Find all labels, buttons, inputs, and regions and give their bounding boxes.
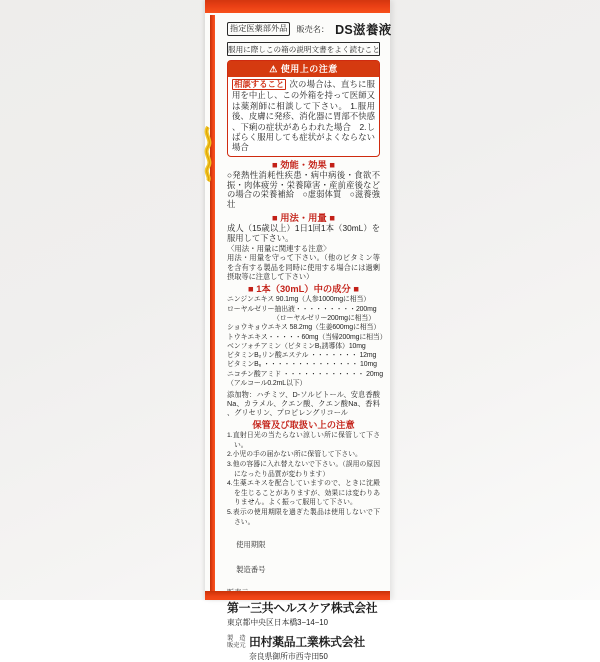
classification-badge: 指定医薬部外品 <box>227 22 290 36</box>
usage-caution-body <box>228 77 379 156</box>
ingredients-title: ■ 1本（30mL）中の成分 ■ <box>248 284 359 295</box>
ingredient-line: （ローヤルゼリー200mgに相当） <box>273 314 375 322</box>
usage-caution-title: 使用上の注意 <box>280 64 338 74</box>
storage-item: 5.表示の使用期限を過ぎた製品は使用しないで下さい。 <box>227 509 380 526</box>
ingredient-line: トウキエキス・・・・・60mg（当帰200mgに相当） <box>227 333 387 341</box>
storage-item: 4.生薬エキスを配合していますので、ときに沈殿を生じることがありますが、効果には変わりありません。よく振って服用して下さい。 <box>227 480 380 507</box>
seller-address: 東京都中央区日本橋3−14−10 <box>227 618 328 628</box>
additives-text: 添加物：ハチミツ、D-ソルビトール、安息香酸Na、カラメル、クエン酸、クエン酸Na、香料、グリセリン、プロピレングリコール <box>227 390 380 418</box>
dosage-body: 成人（15歳以上）1日1回1本（30mL）を服用して下さい。 <box>227 223 380 243</box>
dosage-note-body: 用法・用量を守って下さい。（他のビタミン等を含有する製品を同時に使用する場合には過剰摂取等に注意して下さい） <box>227 253 380 282</box>
left-orange-strip <box>210 15 215 592</box>
ingredient-line: ビタミンB₂リン酸エステル ・・・・・・・ 12mg <box>227 352 377 360</box>
product-header-row <box>227 20 392 38</box>
consult-text: 次の場合は、直ちに服用を中止し、この外箱を持って医師又は薬剤師に相談して下さい。 1.服用後、皮膚に発疹、消化器に胃部不快感、下痢の症状があらわれた場合 2.しばらく服用しても症状がよくならない場合 <box>232 79 375 153</box>
usage-caution-box <box>227 60 380 157</box>
expiry-date-label: 使用期限 <box>236 540 266 550</box>
dosage-title: ■ 用法・用量 ■ <box>272 213 335 224</box>
maker-address: 奈良県御所市西寺田50 <box>249 652 328 662</box>
efficacy-title: ■ 効能・効果 ■ <box>272 159 335 170</box>
maker-label <box>227 635 249 649</box>
usage-caution-header <box>228 61 379 77</box>
bottom-orange-band <box>205 591 390 600</box>
maker-company-name: 田村薬品工業株式会社 <box>249 635 365 650</box>
storage-item: 3.他の容器に入れ替えないで下さい。（誤用の原因になったり品質が変わります） <box>227 461 380 478</box>
read-instruction-box: 服用に際しこの箱の説明文書をよく読むこと <box>227 42 380 56</box>
ingredient-line: ローヤルゼリー抽出液・・・・・・・・・200mg <box>227 305 377 313</box>
efficacy-body: ○発熱性消耗性疾患・病中病後・食欲不振・肉体疲労・栄養障害・産前産後などの場合の栄養補給 ○虚弱体質 ○滋養強壮 <box>227 169 380 210</box>
product-name: DS滋養液 <box>335 23 392 37</box>
ingredient-line: ニンジンエキス 90.1mg（人参1000mgに相当） <box>227 296 371 304</box>
storage-item: 2.小児の手の届かない所に保管して下さい。 <box>227 451 362 459</box>
ingredient-line: （アルコール0.2mL以下） <box>227 379 307 387</box>
top-orange-band <box>205 0 390 13</box>
maker-row <box>227 633 380 650</box>
consult-label-box: 相談すること <box>234 79 285 89</box>
storage-list <box>227 431 380 527</box>
dosage-note-title: 〈用法・用量に関連する注意〉 <box>227 243 331 253</box>
storage-title: 保管及び取扱い上の注意 <box>252 420 355 431</box>
storage-item: 1.直射日光の当たらない涼しい所に保管して下さい。 <box>227 432 380 449</box>
ingredient-line: ビタミンB₆ ・・・・・・・・・・・・・・ 10mg <box>227 361 377 369</box>
ingredient-line: ベンフォチアミン（ビタミンB₁誘導体）10mg <box>227 342 366 350</box>
sales-name-label: 販売名： <box>296 24 330 34</box>
ingredients-list <box>227 295 387 388</box>
maker-label-line1: 製 造 <box>227 634 246 642</box>
seller-company-name: 第一三共ヘルスケア株式会社 <box>227 601 378 616</box>
gold-wave-decoration <box>201 126 215 182</box>
label-content <box>227 17 392 662</box>
ingredient-line: ニコチン酸アミド ・・・・・・・・・・・・ 20mg <box>227 370 383 378</box>
lot-number-label: 製造番号 <box>236 565 266 575</box>
product-box-panel <box>205 0 392 662</box>
maker-label-line2: 販売元 <box>227 641 246 649</box>
ingredient-line: ショウキョウエキス 58.2mg（生姜600mgに相当） <box>227 324 381 332</box>
warning-triangle-icon: ⚠ <box>269 64 278 74</box>
